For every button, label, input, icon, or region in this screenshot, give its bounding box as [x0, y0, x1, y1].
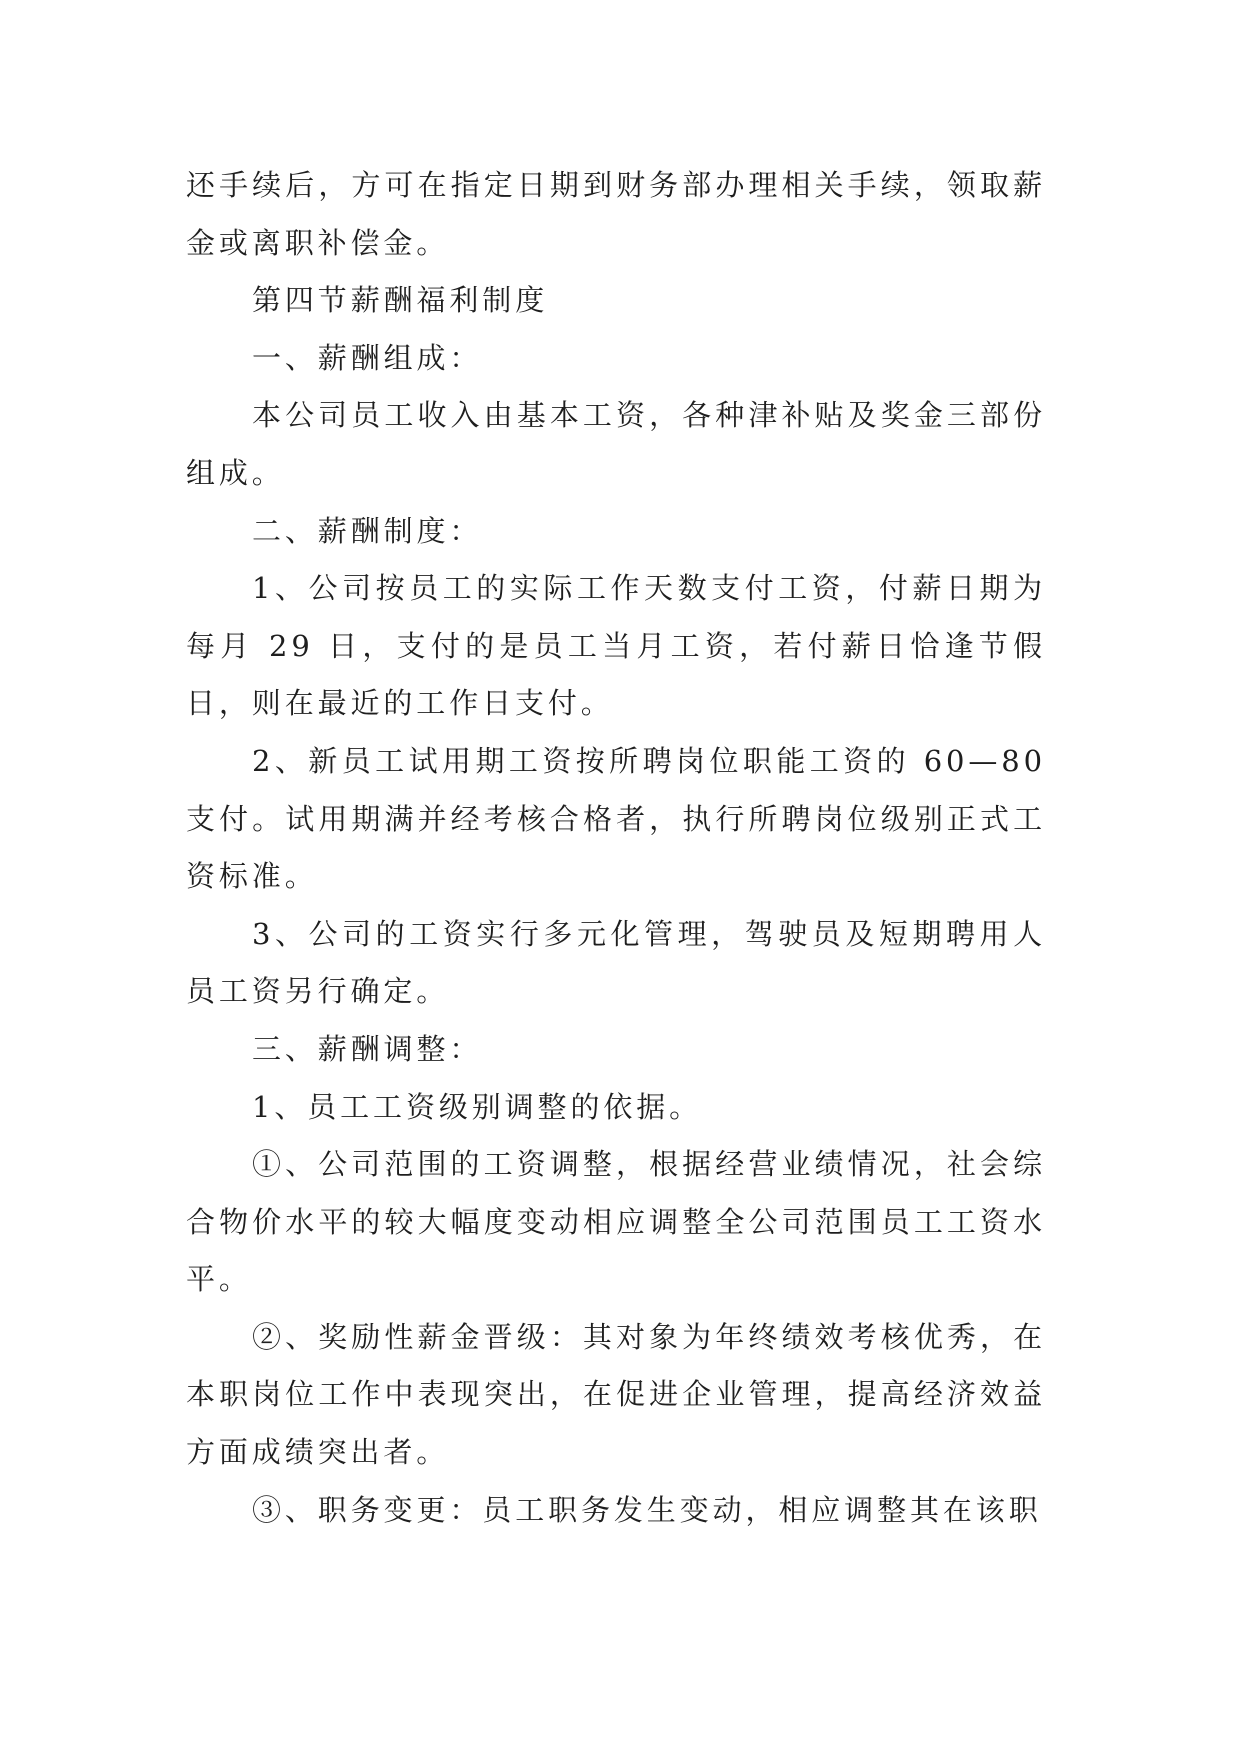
- list-item-2: 2、新员工试用期工资按所聘岗位职能工资的 60—80 支付。试用期满并经考核合格者，执行所聘岗位级别正式工资标准。: [186, 743, 1046, 894]
- section-heading: 第四节薪酬福利制度: [252, 283, 549, 318]
- subheading-composition: 一、薪酬组成：: [252, 340, 483, 375]
- adjustment-subitem-2: ②、奖励性薪金晋级：其对象为年终绩效考核优秀，在本职岗位工作中表现突出，在促进企业管理，提高经济效益方面成绩突出者。: [186, 1319, 1046, 1470]
- document-body: [186, 157, 1046, 1539]
- adjustment-subitem-3: ③、职务变更：员工职务发生变动，相应调整其在该职: [252, 1492, 1042, 1527]
- list-item-1: 1、公司按员工的实际工作天数支付工资，付薪日期为每月 29 日，支付的是员工当月工资，若付薪日恰逢节假日，则在最近的工作日支付。: [186, 571, 1046, 721]
- list-item-3: 3、公司的工资实行多元化管理，驾驶员及短期聘用人员工资另行确定。: [186, 916, 1046, 1009]
- subheading-system: 二、薪酬制度：: [252, 513, 483, 548]
- paragraph-composition: 本公司员工收入由基本工资，各种津补贴及奖金三部份组成。: [186, 398, 1046, 490]
- adjustment-subitem-1: ①、公司范围的工资调整，根据经营业绩情况，社会综合物价水平的较大幅度变动相应调整全公司范围员工工资水平。: [186, 1147, 1046, 1297]
- subheading-adjustment: 三、薪酬调整：: [252, 1031, 483, 1066]
- paragraph-continuation: 还手续后，方可在指定日期到财务部办理相关手续，领取薪金或离职补偿金。: [186, 168, 1046, 260]
- adjustment-item-1: 1、员工工资级别调整的依据。: [252, 1089, 703, 1124]
